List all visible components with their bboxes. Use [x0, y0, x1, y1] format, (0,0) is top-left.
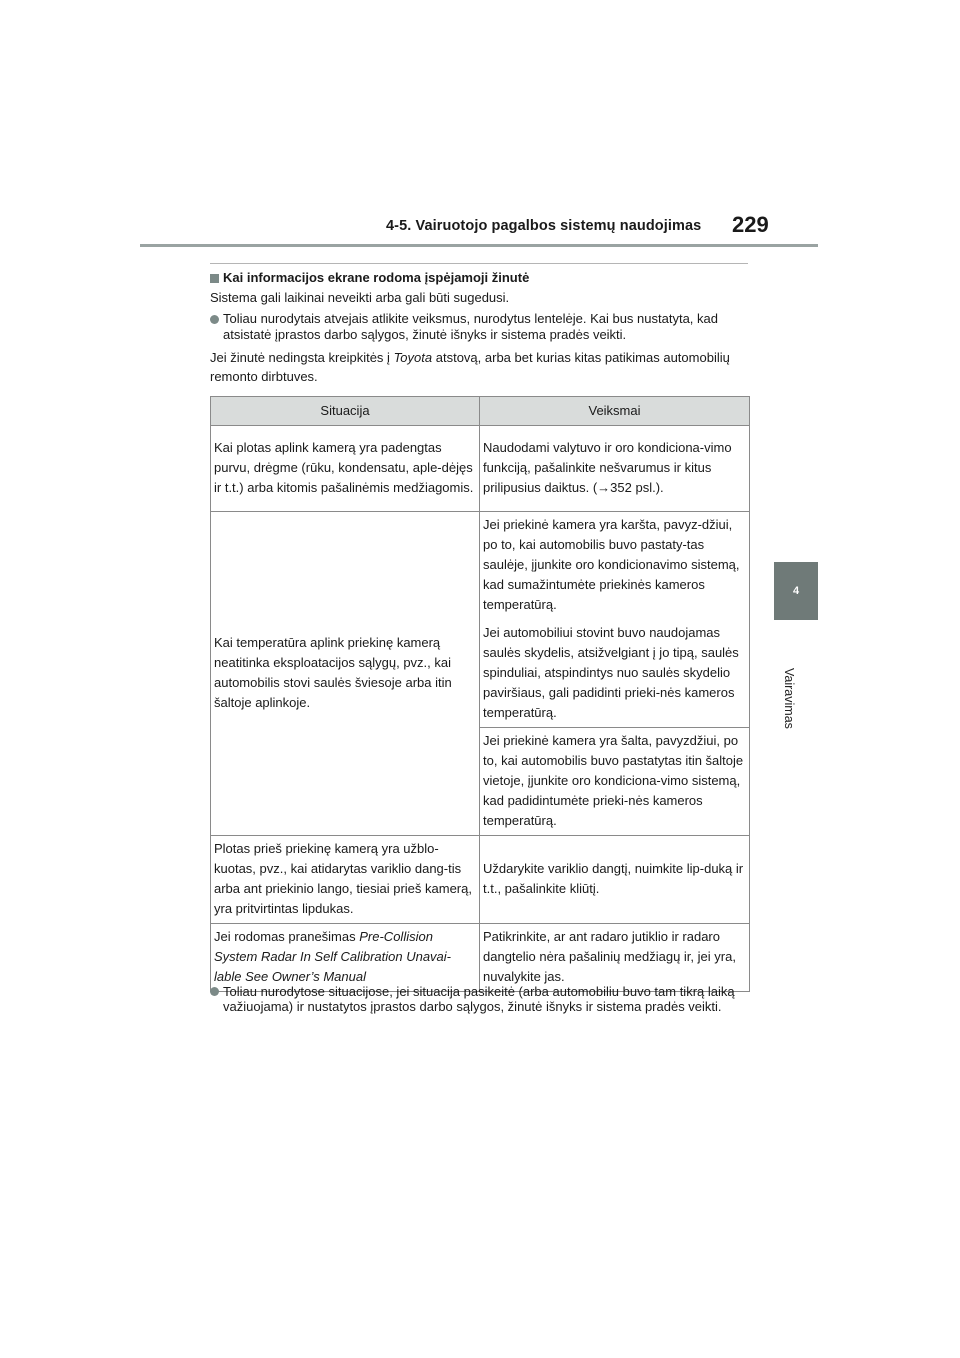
action-paragraph: Jei priekinė kamera yra karšta, pavyz-džiui, po to, kai automobilis buvo pastaty-tas saulėje, įjunkite oro kondicionavimo sistemą, kad sumažintumėte priekinės kameros temperatūrą.: [483, 517, 740, 612]
page-number: 229: [732, 212, 769, 237]
action-cell: Uždarykite variklio dangtį, nuimkite lip-duką ir t.t., pašalinkite kliūtį.: [480, 836, 750, 924]
action-cell: Patikrinkite, ar ant radaro jutiklio ir radaro dangtelio nėra pašalinių medžiagų ir, jei yra, nuvalykite jas.: [480, 924, 750, 992]
bullet-text: Toliau nurodytais atvejais atlikite veiksmus, nurodytus lentelėje. Kai bus nustatyta, kad atsistatė įprastos darbo sąlygos, žinutė išnyks ir sistema pradės veikti.: [223, 311, 718, 342]
table-row: [211, 512, 750, 728]
section-rule: [210, 263, 748, 264]
table-header-row: [211, 397, 750, 426]
column-header-action: Veiksmai: [480, 397, 750, 426]
situation-cell: Plotas prieš priekinę kamerą yra užblo-kuotas, pvz., kai atidarytas variklio dang-tis arba ant priekinio lango, tiesiai prieš kamerą, yra pritvirtintas lipdukas.: [211, 836, 480, 924]
chapter-number: 4: [792, 585, 800, 597]
chapter-label: Vairavimas: [782, 668, 796, 729]
dealer-paragraph: [210, 348, 750, 386]
action-cell: Naudodami valytuvo ir oro kondiciona-vimo funkciją, pašalinkite nešvarumus ir kitus prilipusius daiktus. (→352 psl.).: [480, 426, 750, 512]
action-paragraph: Jei automobiliui stovint buvo naudojamas saulės skydelis, atsižvelgiant į jo tipą, saulės spinduliai, atspindintys nuo saulės skydelio paviršiaus, gali padidinti prieki-nės kameros temperatūrą.: [483, 625, 739, 720]
column-header-situation: Situacija: [211, 397, 480, 426]
chapter-tab: [774, 562, 818, 620]
circle-bullet-icon: [210, 315, 219, 324]
intro-text: Sistema gali laikinai neveikti arba gali būti sugedusi.: [210, 290, 510, 305]
square-bullet-icon: [210, 274, 219, 283]
table-row: [211, 924, 750, 992]
section-heading: [210, 270, 750, 286]
warning-message: Pre-Collision System Radar In Self Calibration Unavai-lable See Owner’s Manual: [214, 929, 451, 984]
table-row: [211, 836, 750, 924]
action-cell: Jei priekinė kamera yra šalta, pavyzdžiui, po to, kai automobilis buvo pastatytas itin šaltoje vietoje, įjunkite oro kondiciona-vimo sistemą, kad padidintumėte prieki-nės kameros temperatūrą.: [480, 728, 750, 836]
circle-bullet-icon: [210, 987, 219, 996]
situation-table: [210, 396, 750, 992]
situation-cell: [211, 924, 480, 992]
bullet-text: Toliau nurodytose situacijose, jei situacija pasikeitė (arba automobiliu buvo tam tikrą laiką važiuojama) ir nustatytos įprastos darbo sąlygos, žinutė išnyks ir sistema pradės veikti.: [223, 984, 735, 1014]
bullet-item: [210, 984, 750, 1014]
action-cell: [480, 512, 750, 728]
section-content: [210, 270, 750, 386]
header-rule: [140, 244, 818, 247]
header-title: 4-5. Vairuotojo pagalbos sistemų naudojimas: [386, 218, 702, 234]
bullet-row: [210, 984, 750, 1014]
section-heading-text: Kai informacijos ekrane rodoma įspėjamoji žinutė: [223, 270, 530, 285]
message-prefix: Jei rodomas pranešimas: [214, 929, 356, 944]
table-row: [211, 426, 750, 512]
dealer-text-after: atstovą, arba bet kurias kitas patikimas automobilių remonto dirbtuves.: [210, 350, 730, 384]
situation-cell: Kai temperatūra aplink priekinę kamerą neatitinka eksploatacijos sąlygų, pvz., kai automobilis stovi saulės šviesoje arba itin šaltoje aplinkoje.: [211, 512, 480, 836]
bullet-item: [210, 311, 750, 343]
brand-name: Toyota: [393, 350, 433, 365]
situation-cell: Kai plotas aplink kamerą yra padengtas purvu, drėgme (rūku, kondensatu, aple-dėjęs ir t.t.) arba kitomis pašalinėmis medžiagomis.: [211, 426, 480, 512]
dealer-text-before: Jei žinutė nedingsta kreipkitės į: [210, 350, 390, 365]
